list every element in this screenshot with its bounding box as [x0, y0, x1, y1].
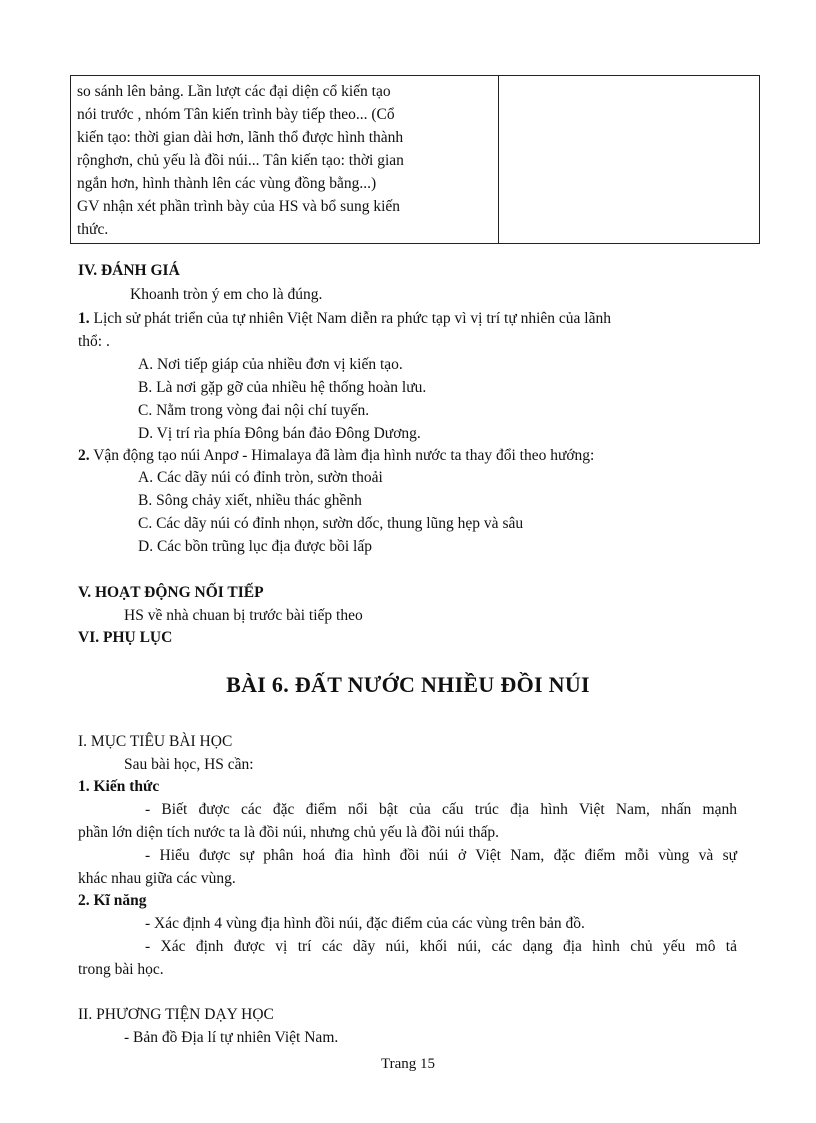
subheading-knowledge: 1. Kiến thức: [78, 778, 160, 795]
question-2: [78, 445, 594, 467]
objectives-intro: Sau bài học, HS cần:: [124, 756, 254, 773]
activity-text-line: GV nhận xét phần trình bày của HS và bổ sung kiến: [77, 198, 401, 215]
knowledge-item-2-cont: khác nhau giữa các vùng.: [78, 870, 236, 887]
followup-text: HS về nhà chuan bị trước bài tiếp theo: [124, 607, 363, 624]
knowledge-item-1-cont: phần lớn diện tích nước ta là đồi núi, nhưng chủ yếu là đồi núi thấp.: [78, 824, 500, 841]
question-2-option: B. Sông chảy xiết, nhiều thác ghềnh: [138, 492, 362, 509]
materials-item-1: - Bản đồ Địa lí tự nhiên Việt Nam.: [124, 1029, 339, 1046]
section-heading-materials: II. PHƯƠNG TIỆN DẠY HỌC: [78, 1006, 274, 1023]
section-heading-objectives: I. MỤC TIÊU BÀI HỌC: [78, 733, 233, 750]
activity-text-line: ngắn hơn, hình thành lên các vùng đồng bằng...): [77, 175, 377, 192]
page-number: Trang 15: [380, 1056, 436, 1072]
question-1-option: A. Nơi tiếp giáp của nhiều đơn vị kiến tạo.: [138, 356, 403, 373]
skill-item-2-cont: trong bài học.: [78, 961, 164, 978]
activity-text-line: rộnghơn, chủ yếu là đồi núi... Tân kiến tạo: thời gian: [77, 152, 404, 169]
activity-text-line: nói trước , nhóm Tân kiến trình bày tiếp theo... (Cổ: [77, 106, 395, 123]
section-heading-followup: V. HOẠT ĐỘNG NỐI TIẾP: [78, 584, 264, 601]
table-row: [71, 76, 760, 244]
question-1-text: Lịch sử phát triển của tự nhiên Việt Nam diễn ra phức tạp vì vị trí tự nhiên của lãnh: [93, 310, 611, 327]
lesson-title: BÀI 6. ĐẤT NƯỚC NHIỀU ĐỒI NÚI: [226, 672, 590, 697]
assessment-instruction: Khoanh tròn ý em cho là đúng.: [130, 286, 323, 303]
question-1-number: 1.: [78, 310, 90, 327]
question-2-option: A. Các dãy núi có đỉnh tròn, sườn thoải: [138, 469, 383, 486]
question-1-text-cont: thổ: .: [78, 333, 110, 350]
skill-item-2: - Xác định được vị trí các dãy núi, khối núi, các dạng địa hình chủ yếu mô tả: [145, 938, 737, 955]
section-heading-appendix: VI. PHỤ LỤC: [78, 629, 173, 646]
question-2-number: 2.: [78, 447, 90, 464]
table-cell-content: [499, 76, 760, 244]
activity-text: [77, 80, 492, 241]
question-2-option: D. Các bồn trũng lục địa được bồi lấp: [138, 538, 372, 555]
question-2-text: Vận động tạo núi Anpơ - Himalaya đã làm địa hình nước ta thay đổi theo hướng:: [93, 447, 595, 464]
question-1-option: C. Nằm trong vòng đai nội chí tuyến.: [138, 402, 370, 419]
question-1-option: B. Là nơi gặp gỡ của nhiều hệ thống hoàn lưu.: [138, 379, 427, 396]
question-1: [78, 308, 611, 330]
table-cell-activity: [71, 76, 499, 244]
question-1-option: D. Vị trí rìa phía Đông bán đảo Đông Dương.: [138, 425, 421, 442]
activity-text-line: so sánh lên bảng. Lần lượt các đại diện cổ kiến tạo: [77, 83, 391, 100]
question-2-option: C. Các dãy núi có đỉnh nhọn, sườn dốc, thung lũng hẹp và sâu: [138, 515, 524, 532]
knowledge-item-2: - Hiểu được sự phân hoá đia hình đồi núi ở Việt Nam, đặc điểm mỗi vùng và sự: [145, 847, 737, 864]
activity-text-line: kiến tạo: thời gian dài hơn, lãnh thổ được hình thành: [77, 129, 404, 146]
activity-table: [70, 75, 760, 244]
section-heading-assessment: IV. ĐÁNH GIÁ: [78, 262, 180, 279]
skill-item-1: - Xác định 4 vùng địa hình đồi núi, đặc điểm của các vùng trên bản đồ.: [145, 915, 585, 932]
subheading-skills: 2. Kĩ năng: [78, 892, 147, 909]
knowledge-item-1: - Biết được các đặc điểm nổi bật của cấu trúc địa hình Việt Nam, nhấn mạnh: [145, 801, 737, 818]
activity-text-line: thức.: [77, 221, 109, 238]
